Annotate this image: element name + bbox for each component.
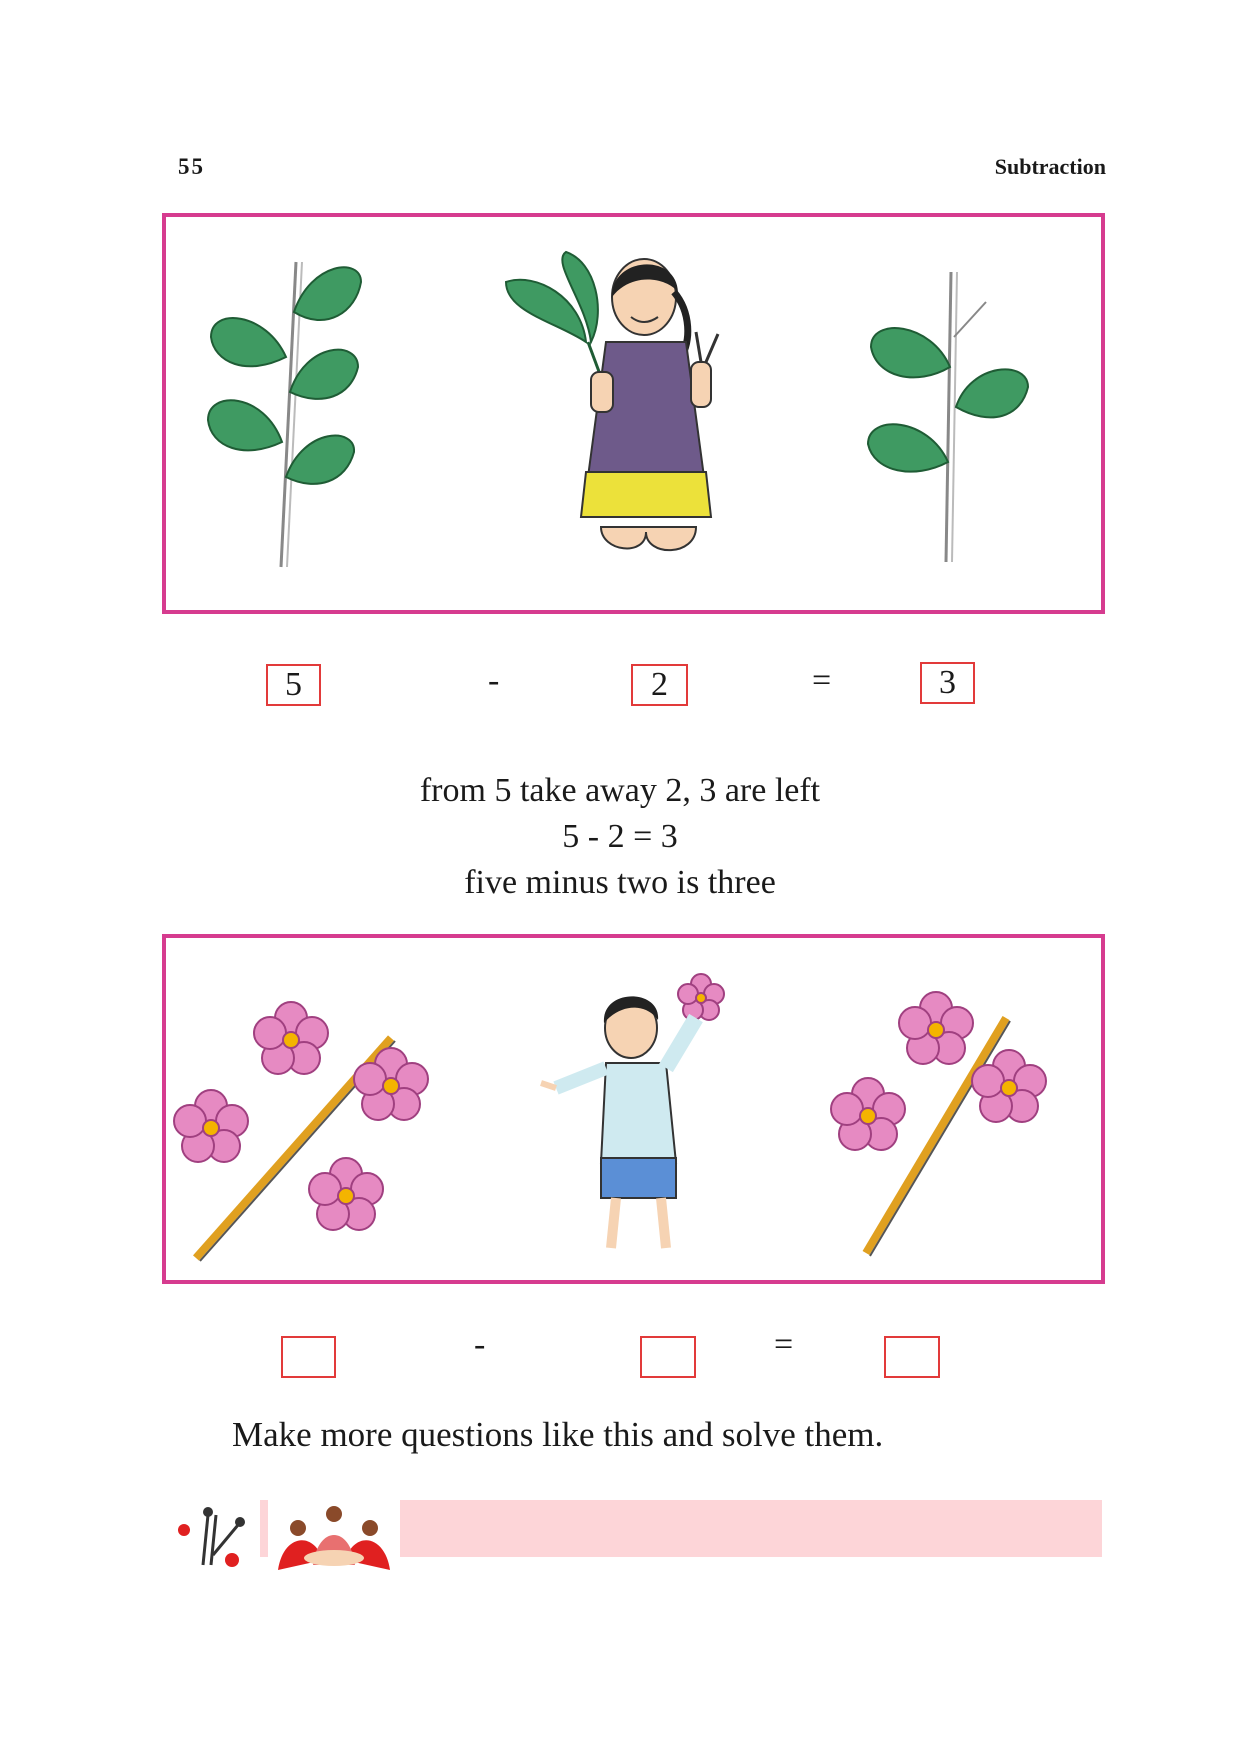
- word-sentence: five minus two is three: [464, 864, 776, 901]
- group-activity-icon: [268, 1500, 400, 1578]
- equals-sign-2: =: [774, 1326, 794, 1363]
- branch-five-flowers-icon: [166, 978, 436, 1268]
- boy-with-flower-icon: [536, 958, 756, 1268]
- minuend-box: 5: [266, 664, 321, 706]
- subtrahend-box: 2: [631, 664, 688, 706]
- equals-sign: =: [812, 662, 832, 699]
- chapter-title: Subtraction: [994, 154, 1106, 179]
- activity-icon: [168, 1500, 260, 1578]
- flowers-illustration-panel: [162, 934, 1105, 1284]
- result-answer-box[interactable]: [884, 1336, 940, 1378]
- page-number: 55: [178, 154, 205, 179]
- branch-five-leaves-icon: [186, 242, 386, 572]
- leaves-illustration-panel: [162, 213, 1105, 614]
- girl-with-leaves-icon: [496, 242, 756, 572]
- branch-three-flowers-icon: [796, 978, 1066, 1268]
- minuend-answer-box[interactable]: [281, 1336, 336, 1378]
- number-sentence: 5 - 2 = 3: [562, 818, 678, 855]
- subtrahend-answer-box[interactable]: [640, 1336, 696, 1378]
- instruction-text: Make more questions like this and solve them.: [232, 1415, 884, 1454]
- minus-sign-2: -: [474, 1326, 486, 1363]
- branch-three-leaves-icon: [856, 242, 1056, 572]
- minus-sign: -: [488, 662, 500, 699]
- take-away-sentence: from 5 take away 2, 3 are left: [419, 772, 821, 809]
- result-box: 3: [920, 662, 975, 704]
